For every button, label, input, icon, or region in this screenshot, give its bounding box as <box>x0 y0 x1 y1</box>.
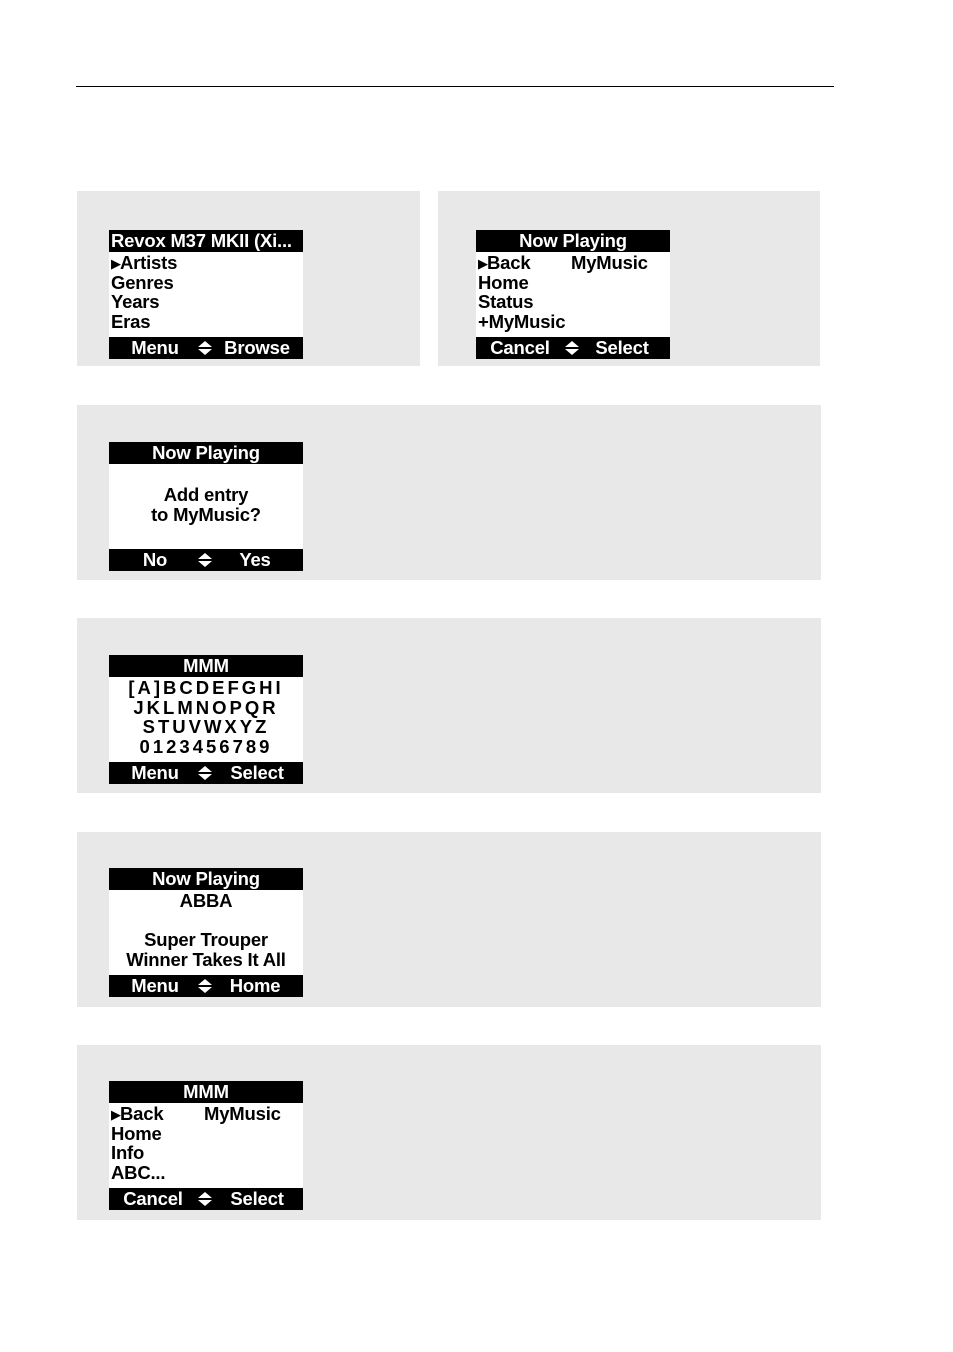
track-name: Super Trouper <box>144 929 268 950</box>
softkey-right[interactable]: Select <box>230 1188 284 1209</box>
list-item[interactable]: ▶Artists <box>111 252 178 273</box>
lcd-screen-browse <box>109 230 303 359</box>
blank-line <box>109 911 303 931</box>
softkey-right[interactable]: Select <box>595 337 649 358</box>
up-down-arrows-icon <box>197 765 213 781</box>
keyboard-row[interactable]: [A]BCDEFGHI <box>128 677 284 698</box>
up-down-arrows-icon <box>197 978 213 994</box>
message-line: Add entry <box>163 484 249 505</box>
up-down-arrows-icon <box>197 1191 213 1207</box>
menu-list <box>109 253 303 337</box>
up-down-arrows-icon <box>197 552 213 568</box>
track-name: Winner Takes It All <box>126 948 286 970</box>
keyboard-row[interactable]: STUVWXYZ <box>142 716 270 737</box>
lcd-screen-now-playing <box>109 868 303 997</box>
softkey-bar <box>109 1188 303 1210</box>
lcd-screen-confirm <box>109 442 303 571</box>
confirm-message <box>109 465 303 549</box>
lcd-screen-keyboard <box>109 655 303 784</box>
softkey-bar <box>109 762 303 784</box>
keyboard-row[interactable]: 0123456789 <box>139 735 273 757</box>
softkey-right[interactable]: Select <box>230 762 284 783</box>
header-rule <box>76 86 834 87</box>
list-item[interactable]: ▶Back MyMusic <box>478 252 648 273</box>
softkey-bar <box>109 549 303 571</box>
row-context-label: MyMusic <box>204 1103 281 1124</box>
up-down-arrows-icon <box>564 340 580 356</box>
softkey-left[interactable]: Menu <box>131 337 179 358</box>
softkey-right[interactable]: Home <box>229 975 281 996</box>
list-item[interactable]: Info <box>111 1142 145 1163</box>
now-playing-info <box>109 891 303 975</box>
softkey-yes[interactable]: Yes <box>239 549 271 570</box>
selection-caret-icon: ▶ <box>478 256 488 271</box>
up-down-arrows-icon <box>197 340 213 356</box>
lcd-screen-mmm-menu <box>109 1081 303 1210</box>
screen-title: Now Playing <box>109 868 303 890</box>
selection-caret-icon: ▶ <box>111 1107 121 1122</box>
softkey-no[interactable]: No <box>142 549 168 570</box>
softkey-left[interactable]: Menu <box>131 762 179 783</box>
list-item[interactable]: Eras <box>111 310 151 332</box>
keyboard-row[interactable]: JKLMNOPQR <box>133 696 279 718</box>
list-item[interactable]: ▶Back MyMusic <box>111 1103 281 1124</box>
artist-name: ABBA <box>179 890 233 911</box>
screen-title: Now Playing <box>109 442 303 464</box>
list-item[interactable]: Years <box>111 291 160 312</box>
softkey-right[interactable]: Browse <box>224 337 290 358</box>
softkey-bar <box>109 975 303 997</box>
screen-title: MMM <box>109 655 303 677</box>
spacer <box>109 465 303 485</box>
softkey-left[interactable]: Cancel <box>490 337 550 358</box>
list-item[interactable]: +MyMusic <box>478 310 566 332</box>
menu-list <box>476 253 670 337</box>
list-item[interactable]: ABC... <box>111 1161 166 1183</box>
message-line: to MyMusic? <box>151 503 261 525</box>
screen-title: MMM <box>109 1081 303 1103</box>
row-context-label: MyMusic <box>571 252 648 273</box>
lcd-screen-now-playing-menu <box>476 230 670 359</box>
softkey-bar <box>476 337 670 359</box>
softkey-left[interactable]: Menu <box>131 975 179 996</box>
menu-list <box>109 1104 303 1188</box>
list-item[interactable]: Genres <box>111 271 174 293</box>
character-keyboard[interactable] <box>109 678 303 762</box>
screen-title: Now Playing <box>476 230 670 252</box>
selection-caret-icon: ▶ <box>111 256 121 271</box>
softkey-left[interactable]: Cancel <box>123 1188 183 1209</box>
list-item[interactable]: Status <box>478 291 534 312</box>
list-item[interactable]: Home <box>111 1122 162 1144</box>
screen-title: Revox M37 MKII (Xi... <box>109 230 303 252</box>
softkey-bar <box>109 337 303 359</box>
list-item[interactable]: Home <box>478 271 529 293</box>
